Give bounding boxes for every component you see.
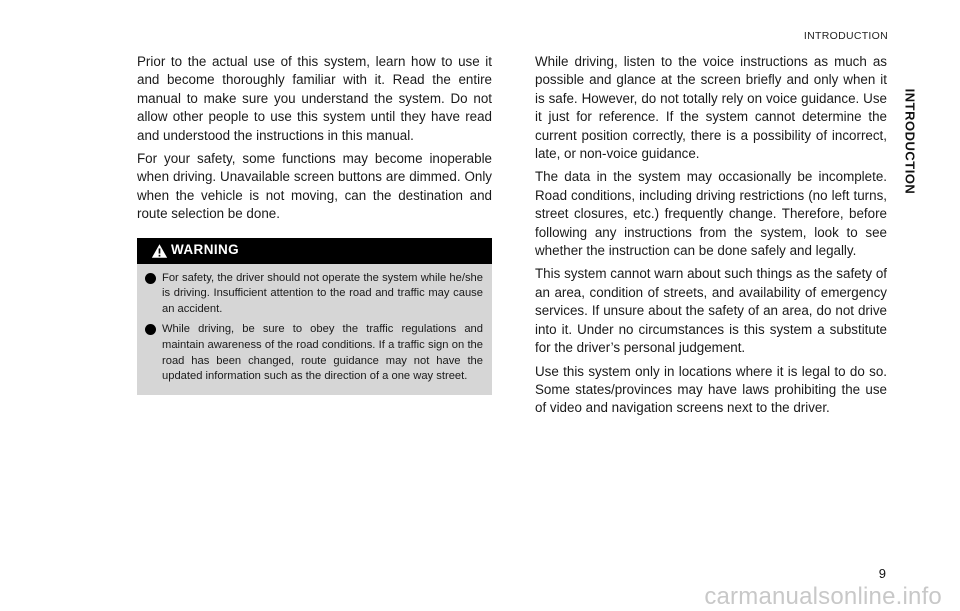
warning-item: [145, 271, 483, 318]
left-column: [137, 53, 492, 395]
intro-paragraph: Prior to the actual use of this system, learn how to use it and become thoroughly familiar with it. Read the entire manual to make sure you understand the system. Do not allow other people to use this system until they have read and understood the instructions in this manual.: [137, 54, 492, 143]
legal-use-paragraph: Use this system only in locations where it is legal to do so. Some states/provinces may have laws prohibiting the use of video and navigation screens next to the driver.: [535, 363, 887, 416]
area-safety-paragraph: This system cannot warn about such things as the safety of an area, condition of streets, and availability of emergency services. If unsure about the safety of an area, do not drive into it. Under no circumstances is this system a substitute for the driver’s personal judgement.: [535, 266, 887, 356]
warning-triangle-icon: [151, 243, 168, 259]
warning-body: [137, 264, 492, 395]
safety-paragraph: For your safety, some functions may become inoperable when driving. Unavailable screen buttons are dimmed. Only when the vehicle is not moving, can the destination and route selection be done.: [137, 151, 492, 222]
warning-title: WARNING: [171, 242, 240, 258]
right-column: [535, 53, 887, 423]
bullet-icon: [145, 273, 156, 284]
warning-item-text: For safety, the driver should not operate the system while he/she is driving. Insufficient attention to the road and traffic may cause an accident.: [162, 271, 483, 315]
warning-item-text: While driving, be sure to obey the traffic regulations and maintain awareness of the road conditions. If a traffic sign on the road has been changed, route guidance may not have the updated information such as the direction of a one way street.: [162, 323, 483, 383]
bullet-icon: [145, 324, 156, 335]
page-number: 9: [878, 566, 886, 581]
voice-guidance-paragraph: While driving, listen to the voice instructions as much as possible and glance at the screen briefly and only when it is safe. However, do not totally rely on voice guidance. Use it just for reference. If the system cannot determine the current position correctly, there is a possibility of incorrect, late, or non-voice guidance.: [535, 54, 887, 162]
watermark: carmanualsonline.info: [704, 583, 942, 610]
side-tab-label: INTRODUCTION: [902, 88, 918, 194]
section-side-tab: [898, 86, 922, 196]
running-header: INTRODUCTION: [803, 30, 888, 42]
warning-header: [137, 238, 492, 264]
data-incomplete-paragraph: The data in the system may occasionally be incomplete. Road conditions, including driving restrictions (no left turns, street closures, etc.) frequently change. Therefore, before following any instructions from the system, look to see whether the instruction can be done safely and legally.: [535, 169, 887, 259]
warning-box: [137, 238, 492, 395]
warning-item: [145, 322, 483, 384]
